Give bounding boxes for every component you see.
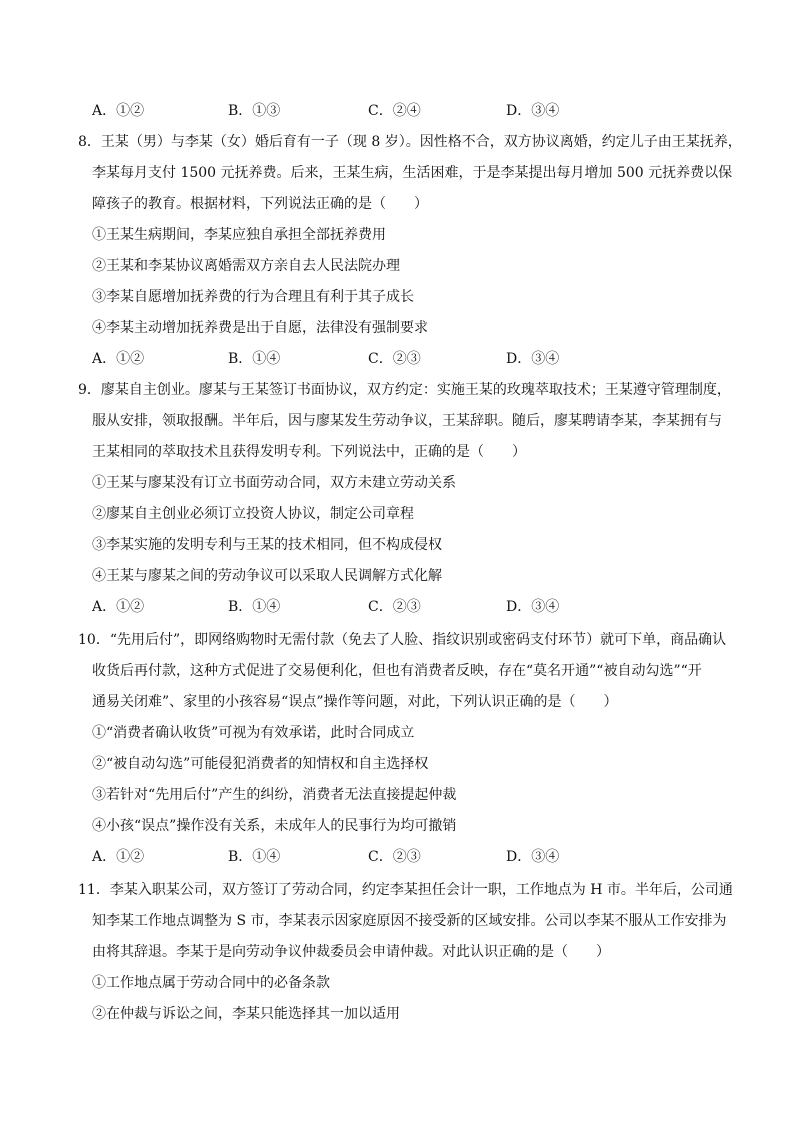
q10-statement-1: ①“消费者确认收货”可视为有效承诺，此时合同成立	[92, 725, 415, 741]
q9-option-d[interactable]: D．③④	[506, 599, 560, 615]
q10-statement-2: ②“被自动勾选”可能侵犯消费者的知情权和自主选择权	[92, 756, 429, 772]
q9-statement-2: ②廖某自主创业必须订立投资人协议，制定公司章程	[92, 506, 414, 522]
q8-option-b[interactable]: B．①④	[228, 351, 281, 367]
q7-option-d[interactable]: D．③④	[506, 103, 560, 119]
q10-option-a[interactable]: A．①②	[92, 849, 145, 865]
q8-statement-4: ④李某主动增加抚养费是出于自愿，法律没有强制要求	[92, 320, 428, 336]
q7-option-b[interactable]: B．①③	[228, 103, 281, 119]
q11-stem-line-1: 11．李某入职某公司，双方签订了劳动合同，约定李某担任会计一职，工作地点为 H 市。半年后，公司通	[78, 882, 733, 898]
q10-stem-line-2: 收货后再付款，这种方式促进了交易便利化，但也有消费者反映，存在“莫名开通”“被自动勾选”“开	[92, 663, 702, 679]
q9-stem-line-2: 服从安排，领取报酬。半年后，因与廖某发生劳动争议，王某辞职。随后，廖某聘请李某，李某拥有与	[92, 413, 722, 429]
q10-statement-4: ④小孩“误点”操作没有关系，未成年人的民事行为均可撤销	[92, 818, 457, 834]
q10-stem-line-3: 通易关闭难”、家里的小孩容易“误点”操作等问题，对此，下列认识正确的是（ ）	[92, 694, 618, 710]
q9-stem-line-3: 王某相同的萃取技术且获得发明专利。下列说法中，正确的是（ ）	[92, 444, 526, 460]
q8-option-c[interactable]: C．②③	[368, 351, 421, 367]
q10-option-c[interactable]: C．②③	[368, 849, 421, 865]
q11-statement-2: ②在仲裁与诉讼之间，李某只能选择其一加以适用	[92, 1006, 400, 1022]
q10-option-b[interactable]: B．①④	[228, 849, 281, 865]
q10-option-d[interactable]: D．③④	[506, 849, 560, 865]
q7-option-c[interactable]: C．②④	[368, 103, 421, 119]
q9-statement-1: ①王某与廖某没有订立书面劳动合同，双方未建立劳动关系	[92, 475, 456, 491]
q8-statement-2: ②王某和李某协议离婚需双方亲自去人民法院办理	[92, 258, 400, 274]
q8-statement-1: ①王某生病期间，李某应独自承担全部抚养费用	[92, 227, 386, 243]
q10-statement-3: ③若针对“先用后付”产生的纠纷，消费者无法直接提起仲裁	[92, 787, 457, 803]
q9-statement-4: ④王某与廖某之间的劳动争议可以采取人民调解方式化解	[92, 568, 442, 584]
q11-stem-line-3: 由将其辞退。李某于是向劳动争议仲裁委员会申请仲裁。对此认识正确的是（ ）	[92, 944, 610, 960]
q8-stem-line-3: 障孩子的教育。根据材料，下列说法正确的是（ ）	[92, 196, 428, 212]
q9-statement-3: ③李某实施的发明专利与王某的技术相同，但不构成侵权	[92, 537, 442, 553]
q9-stem-line-1: 9．廖某自主创业。廖某与王某签订书面协议，双方约定：实施王某的玫瑰萃取技术；王某遵守管理制度，	[78, 382, 731, 398]
q9-option-c[interactable]: C．②③	[368, 599, 421, 615]
q8-stem-line-2: 李某每月支付 1500 元抚养费。后来，王某生病，生活困难，于是李某提出每月增加 500 元抚养费以保	[92, 165, 733, 181]
q9-option-b[interactable]: B．①④	[228, 599, 281, 615]
q8-statement-3: ③李某自愿增加抚养费的行为合理且有利于其子成长	[92, 289, 414, 305]
q11-statement-1: ①工作地点属于劳动合同中的必备条款	[92, 975, 330, 991]
q10-stem-line-1: 10．“先用后付”，即网络购物时无需付款（免去了人脸、指纹识别或密码支付环节）就可下单，商品确认	[78, 632, 727, 648]
q8-stem-line-1: 8．王某（男）与李某（女）婚后育有一子（现 8 岁）。因性格不合，双方协议离婚，约定儿子由王某抚养，	[78, 134, 742, 150]
q11-stem-line-2: 知李某工作地点调整为 S 市，李某表示因家庭原因不接受新的区域安排。公司以李某不服从工作安排为	[92, 913, 727, 929]
q8-option-d[interactable]: D．③④	[506, 351, 560, 367]
q7-option-a[interactable]: A．①②	[92, 103, 145, 119]
q8-option-a[interactable]: A．①②	[92, 351, 145, 367]
q9-option-a[interactable]: A．①②	[92, 599, 145, 615]
